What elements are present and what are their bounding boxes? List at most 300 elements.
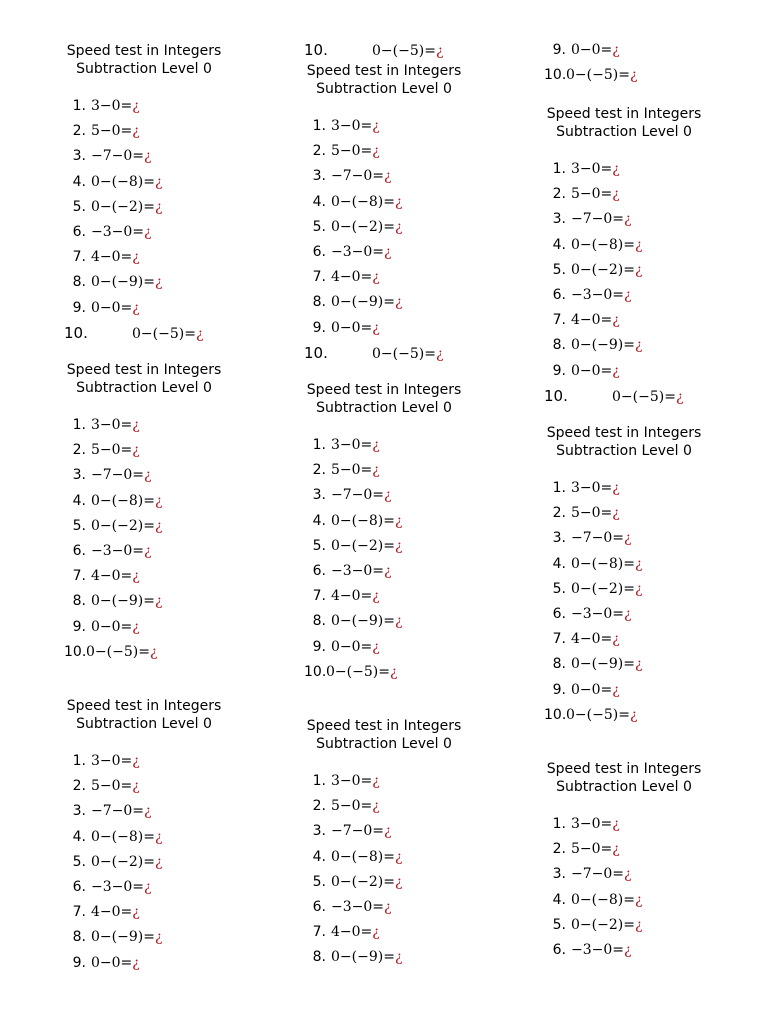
answer-placeholder: ¿ xyxy=(144,467,152,484)
problem-expression: 5−0= xyxy=(571,841,613,858)
problem-expression: −3−0= xyxy=(91,223,145,240)
problem-number: 2. xyxy=(552,841,566,858)
problem-expression: 0−(−9)= xyxy=(331,949,395,966)
problem-expression: 0−0= xyxy=(91,299,133,316)
problem-list xyxy=(544,812,768,963)
problem-expression: 0−(−9)= xyxy=(571,656,635,673)
answer-placeholder: ¿ xyxy=(394,949,403,966)
answer-placeholder: ¿ xyxy=(612,312,620,329)
problem-number: 1. xyxy=(312,437,326,453)
worksheet-title xyxy=(304,717,464,753)
problem-item xyxy=(64,119,304,144)
answer-placeholder: ¿ xyxy=(384,168,392,185)
answer-placeholder: ¿ xyxy=(634,916,643,933)
problem-item xyxy=(304,660,544,685)
problem-expression: 0−0= xyxy=(91,618,133,635)
problem-number: 3. xyxy=(72,803,86,820)
problem-number: 4. xyxy=(72,173,86,190)
problem-item xyxy=(64,850,304,875)
worksheet-block xyxy=(544,105,768,409)
problem-expression: 0−(−2)= xyxy=(331,873,395,890)
problem-expression: 3−0= xyxy=(571,161,613,177)
problem-number: 7. xyxy=(72,568,86,585)
answer-placeholder: ¿ xyxy=(394,873,403,890)
problem-item xyxy=(304,870,544,895)
problem-item xyxy=(544,703,768,728)
problem-number: 5. xyxy=(72,198,86,215)
title-line-1: Speed test in Integers xyxy=(546,106,702,122)
title-line-1: Speed test in Integers xyxy=(546,425,702,441)
answer-placeholder: ¿ xyxy=(624,286,632,303)
problem-list xyxy=(64,94,304,346)
problem-number: 9. xyxy=(552,362,566,379)
answer-placeholder: ¿ xyxy=(612,186,620,203)
answer-placeholder: ¿ xyxy=(372,798,380,815)
problem-expression: 3−0= xyxy=(331,118,373,134)
problem-expression: 0−(−9)= xyxy=(91,274,155,291)
problem-expression: 3−0= xyxy=(571,480,613,496)
problem-item xyxy=(544,552,768,577)
problem-number: 6. xyxy=(552,605,566,622)
worksheet-block xyxy=(64,42,304,346)
problem-number: 10. xyxy=(544,386,568,405)
problem-item xyxy=(64,825,304,850)
answer-placeholder: ¿ xyxy=(132,568,140,585)
answer-placeholder: ¿ xyxy=(132,778,140,795)
problem-item xyxy=(544,602,768,627)
title-line-2: Subtraction Level 0 xyxy=(316,736,452,752)
problem-expression: 0−(−8)= xyxy=(91,828,155,845)
problem-item xyxy=(64,195,304,220)
problem-item xyxy=(544,207,768,232)
answer-placeholder: ¿ xyxy=(154,274,163,291)
problem-expression: 4−0= xyxy=(331,588,373,605)
problem-item xyxy=(304,945,544,970)
answer-placeholder: ¿ xyxy=(634,555,643,572)
problem-expression: −7−0= xyxy=(571,211,625,228)
problem-number: 6. xyxy=(72,542,86,559)
problem-number: 10. xyxy=(304,41,328,59)
problem-item xyxy=(64,900,304,925)
problem-item xyxy=(304,139,544,164)
problem-item xyxy=(64,539,304,564)
problem-item xyxy=(304,559,544,584)
problem-number: 8. xyxy=(552,656,566,673)
problem-item xyxy=(64,413,304,438)
problem-expression: 3−0= xyxy=(91,98,133,114)
problem-item xyxy=(64,749,304,774)
answer-placeholder: ¿ xyxy=(634,261,643,278)
problem-number: 6. xyxy=(312,243,326,260)
problem-number: 2. xyxy=(552,505,566,522)
answer-placeholder: ¿ xyxy=(372,462,380,479)
problem-expression: −7−0= xyxy=(571,530,625,547)
problem-item xyxy=(544,678,768,703)
problem-expression: 3−0= xyxy=(331,773,373,789)
problem-expression: 4−0= xyxy=(91,904,133,921)
answer-placeholder: ¿ xyxy=(144,878,152,895)
worksheet-block xyxy=(304,381,544,685)
worksheet-block xyxy=(544,424,768,728)
problem-item xyxy=(544,862,768,887)
answer-placeholder: ¿ xyxy=(132,442,140,459)
title-line-1: Speed test in Integers xyxy=(546,761,702,777)
problem-number: 6. xyxy=(312,898,326,915)
answer-placeholder: ¿ xyxy=(629,706,638,723)
answer-placeholder: ¿ xyxy=(394,193,403,210)
problem-item xyxy=(544,577,768,602)
answer-placeholder: ¿ xyxy=(394,848,403,865)
problem-expression: 0−(−5)= xyxy=(612,388,676,405)
problem-item xyxy=(64,438,304,463)
problem-number: 4. xyxy=(552,891,566,908)
problem-list xyxy=(304,433,544,685)
problem-number: 6. xyxy=(312,562,326,579)
problem-number: 6. xyxy=(552,941,566,958)
answer-placeholder: ¿ xyxy=(372,437,380,453)
problem-item xyxy=(544,476,768,501)
problem-expression: 3−0= xyxy=(571,816,613,832)
problem-expression: −3−0= xyxy=(331,898,385,915)
problem-expression: 0−(−9)= xyxy=(331,294,395,311)
problem-number: 3. xyxy=(312,823,326,840)
problem-expression: 5−0= xyxy=(331,462,373,479)
problem-item xyxy=(64,270,304,295)
problem-item xyxy=(544,157,768,182)
problem-number: 10. xyxy=(544,67,567,84)
problem-number: 3. xyxy=(312,168,326,185)
title-line-2: Subtraction Level 0 xyxy=(556,124,692,140)
problem-item xyxy=(304,215,544,240)
problem-number: 9. xyxy=(72,954,86,971)
title-line-2: Subtraction Level 0 xyxy=(76,380,212,396)
problem-number: 9. xyxy=(72,618,86,635)
title-line-1: Speed test in Integers xyxy=(66,698,222,714)
problem-list-continued xyxy=(304,38,544,63)
problem-expression: 4−0= xyxy=(571,312,613,329)
problem-number: 3. xyxy=(552,866,566,883)
problem-expression: 5−0= xyxy=(331,143,373,160)
answer-placeholder: ¿ xyxy=(624,530,632,547)
answer-placeholder: ¿ xyxy=(372,319,380,336)
answer-placeholder: ¿ xyxy=(612,362,620,379)
problem-item xyxy=(64,144,304,169)
problem-item xyxy=(544,384,768,409)
problem-number: 9. xyxy=(552,42,566,58)
title-line-1: Speed test in Integers xyxy=(66,362,222,378)
problem-expression: −3−0= xyxy=(571,941,625,958)
problem-item xyxy=(304,290,544,315)
problem-number: 10. xyxy=(64,643,87,660)
problem-expression: −7−0= xyxy=(91,148,145,165)
problem-item xyxy=(64,774,304,799)
problem-expression: 0−(−8)= xyxy=(571,555,635,572)
title-line-2: Subtraction Level 0 xyxy=(556,443,692,459)
problem-number: 4. xyxy=(312,512,326,529)
answer-placeholder: ¿ xyxy=(372,924,380,941)
problem-expression: −3−0= xyxy=(571,605,625,622)
problem-item xyxy=(544,38,768,63)
problem-number: 4. xyxy=(312,193,326,210)
problem-item xyxy=(544,63,768,88)
problem-expression: 0−(−8)= xyxy=(91,492,155,509)
answer-placeholder: ¿ xyxy=(612,42,620,58)
problem-number: 7. xyxy=(72,904,86,921)
problem-expression: 0−(−5)= xyxy=(372,43,436,59)
problem-expression: 0−(−8)= xyxy=(331,193,395,210)
problem-number: 5. xyxy=(72,517,86,534)
problem-expression: 0−(−5)= xyxy=(372,345,436,362)
problem-item xyxy=(304,240,544,265)
answer-placeholder: ¿ xyxy=(154,492,163,509)
problem-number: 5. xyxy=(552,916,566,933)
problem-expression: 0−0= xyxy=(571,681,613,698)
problem-expression: −3−0= xyxy=(91,542,145,559)
problem-expression: 0−(−5)= xyxy=(566,67,630,84)
answer-placeholder: ¿ xyxy=(394,512,403,529)
answer-placeholder: ¿ xyxy=(132,299,140,316)
problem-number: 10. xyxy=(304,343,328,362)
problem-expression: −3−0= xyxy=(331,562,385,579)
problem-expression: 0−(−8)= xyxy=(91,173,155,190)
problem-number: 1. xyxy=(72,753,86,769)
problem-item xyxy=(304,635,544,660)
problem-expression: −7−0= xyxy=(331,168,385,185)
problem-item xyxy=(304,265,544,290)
problem-number: 1. xyxy=(72,417,86,433)
problem-item xyxy=(304,895,544,920)
problem-item xyxy=(544,627,768,652)
worksheet-title xyxy=(64,361,224,397)
problem-number: 1. xyxy=(552,161,566,177)
problem-item xyxy=(304,483,544,508)
answer-placeholder: ¿ xyxy=(132,618,140,635)
problem-item xyxy=(304,509,544,534)
problem-number: 4. xyxy=(552,555,566,572)
worksheet-title xyxy=(544,424,704,460)
problem-number: 2. xyxy=(552,186,566,203)
answer-placeholder: ¿ xyxy=(612,161,620,177)
problem-item xyxy=(64,220,304,245)
problem-expression: 0−(−5)= xyxy=(132,325,196,342)
problem-expression: 0−(−2)= xyxy=(571,916,635,933)
answer-placeholder: ¿ xyxy=(195,325,204,342)
problem-item xyxy=(64,951,304,976)
problem-item xyxy=(304,534,544,559)
problem-expression: −7−0= xyxy=(571,866,625,883)
problem-expression: 0−(−9)= xyxy=(91,929,155,946)
problem-number: 10. xyxy=(304,663,327,680)
problem-expression: 0−(−5)= xyxy=(566,706,630,723)
problem-item xyxy=(544,258,768,283)
answer-placeholder: ¿ xyxy=(372,269,380,286)
problem-item xyxy=(64,296,304,321)
problem-item xyxy=(64,170,304,195)
worksheet-title xyxy=(544,105,704,141)
problem-expression: −3−0= xyxy=(91,878,145,895)
problem-item xyxy=(64,94,304,119)
answer-placeholder: ¿ xyxy=(394,537,403,554)
worksheet-title xyxy=(64,697,224,733)
problem-list xyxy=(544,157,768,409)
problem-list xyxy=(64,413,304,665)
answer-placeholder: ¿ xyxy=(624,941,632,958)
problem-item xyxy=(544,938,768,963)
answer-placeholder: ¿ xyxy=(154,828,163,845)
problem-item xyxy=(64,463,304,488)
problem-expression: 0−(−9)= xyxy=(331,613,395,630)
title-line-1: Speed test in Integers xyxy=(306,382,462,398)
answer-placeholder: ¿ xyxy=(154,593,163,610)
problem-expression: 4−0= xyxy=(91,249,133,266)
problem-expression: 0−(−8)= xyxy=(331,848,395,865)
problem-item xyxy=(304,164,544,189)
problem-item xyxy=(544,359,768,384)
problem-expression: −7−0= xyxy=(331,823,385,840)
answer-placeholder: ¿ xyxy=(154,929,163,946)
problem-item xyxy=(544,283,768,308)
problem-number: 3. xyxy=(72,467,86,484)
answer-placeholder: ¿ xyxy=(384,243,392,260)
title-line-2: Subtraction Level 0 xyxy=(316,400,452,416)
problem-number: 3. xyxy=(312,487,326,504)
answer-placeholder: ¿ xyxy=(149,643,158,660)
answer-placeholder: ¿ xyxy=(394,294,403,311)
problem-item xyxy=(64,589,304,614)
problem-number: 4. xyxy=(72,828,86,845)
problem-item xyxy=(304,114,544,139)
answer-placeholder: ¿ xyxy=(372,773,380,789)
answer-placeholder: ¿ xyxy=(624,211,632,228)
answer-placeholder: ¿ xyxy=(132,249,140,266)
answer-placeholder: ¿ xyxy=(612,841,620,858)
answer-placeholder: ¿ xyxy=(154,198,163,215)
problem-expression: 3−0= xyxy=(91,417,133,433)
problem-item xyxy=(304,341,544,366)
problem-item xyxy=(544,526,768,551)
problem-expression: 4−0= xyxy=(571,631,613,648)
problem-item xyxy=(64,799,304,824)
answer-placeholder: ¿ xyxy=(384,562,392,579)
problem-list xyxy=(544,476,768,728)
problem-list-continued xyxy=(544,38,768,88)
problem-number: 5. xyxy=(312,218,326,235)
answer-placeholder: ¿ xyxy=(154,853,163,870)
worksheet-block xyxy=(64,361,304,665)
title-line-1: Speed test in Integers xyxy=(306,63,462,79)
problem-number: 8. xyxy=(552,337,566,354)
problem-item xyxy=(64,321,304,346)
problem-item xyxy=(304,920,544,945)
title-line-2: Subtraction Level 0 xyxy=(556,779,692,795)
problem-expression: 0−0= xyxy=(571,42,613,58)
problem-expression: 5−0= xyxy=(91,123,133,140)
answer-placeholder: ¿ xyxy=(132,417,140,433)
worksheet-block xyxy=(304,717,544,971)
problem-number: 9. xyxy=(552,681,566,698)
answer-placeholder: ¿ xyxy=(132,98,140,114)
answer-placeholder: ¿ xyxy=(435,43,444,59)
problem-list xyxy=(304,114,544,366)
problem-number: 1. xyxy=(72,98,86,114)
answer-placeholder: ¿ xyxy=(629,67,638,84)
problem-list xyxy=(304,769,544,971)
title-line-2: Subtraction Level 0 xyxy=(316,81,452,97)
problem-number: 5. xyxy=(312,873,326,890)
problem-number: 3. xyxy=(72,148,86,165)
problem-expression: 0−(−2)= xyxy=(91,198,155,215)
answer-placeholder: ¿ xyxy=(154,173,163,190)
answer-placeholder: ¿ xyxy=(624,866,632,883)
problem-expression: 0−(−5)= xyxy=(326,663,390,680)
problem-expression: 0−(−2)= xyxy=(91,517,155,534)
problem-item xyxy=(544,812,768,837)
problem-item xyxy=(544,888,768,913)
problem-expression: −3−0= xyxy=(331,243,385,260)
problem-expression: 3−0= xyxy=(91,753,133,769)
problem-number: 9. xyxy=(312,319,326,336)
problem-item xyxy=(304,819,544,844)
problem-number: 9. xyxy=(312,638,326,655)
problem-number: 1. xyxy=(312,773,326,789)
problem-item xyxy=(64,875,304,900)
problem-expression: 0−(−9)= xyxy=(571,337,635,354)
problem-item xyxy=(304,458,544,483)
problem-item xyxy=(304,769,544,794)
problem-number: 8. xyxy=(312,613,326,630)
problem-number: 4. xyxy=(312,848,326,865)
problem-number: 6. xyxy=(552,286,566,303)
problem-item xyxy=(64,245,304,270)
problem-number: 1. xyxy=(552,816,566,832)
worksheet-title xyxy=(304,62,464,98)
answer-placeholder: ¿ xyxy=(389,663,398,680)
problem-item xyxy=(544,913,768,938)
answer-placeholder: ¿ xyxy=(154,517,163,534)
problem-expression: 0−(−9)= xyxy=(91,593,155,610)
problem-number: 4. xyxy=(552,236,566,253)
problem-item xyxy=(304,609,544,634)
problem-number: 8. xyxy=(72,274,86,291)
problem-number: 5. xyxy=(72,853,86,870)
problem-expression: 0−(−2)= xyxy=(91,853,155,870)
problem-number: 2. xyxy=(312,462,326,479)
title-line-2: Subtraction Level 0 xyxy=(76,61,212,77)
problem-expression: 5−0= xyxy=(91,442,133,459)
problem-number: 3. xyxy=(552,530,566,547)
problem-number: 7. xyxy=(552,312,566,329)
problem-number: 7. xyxy=(72,249,86,266)
answer-placeholder: ¿ xyxy=(612,480,620,496)
problem-number: 10. xyxy=(544,706,567,723)
problem-item xyxy=(304,845,544,870)
problem-expression: 5−0= xyxy=(571,186,613,203)
problem-number: 7. xyxy=(312,588,326,605)
problem-expression: 0−(−8)= xyxy=(571,236,635,253)
problem-expression: 0−(−8)= xyxy=(331,512,395,529)
problem-item xyxy=(64,640,304,665)
problem-number: 8. xyxy=(312,949,326,966)
problem-expression: 0−(−8)= xyxy=(571,891,635,908)
problem-item xyxy=(64,925,304,950)
answer-placeholder: ¿ xyxy=(372,638,380,655)
worksheet-block xyxy=(544,760,768,963)
problem-number: 8. xyxy=(72,593,86,610)
problem-number: 5. xyxy=(312,537,326,554)
problem-expression: −3−0= xyxy=(571,286,625,303)
problem-expression: −7−0= xyxy=(331,487,385,504)
problem-item xyxy=(544,501,768,526)
